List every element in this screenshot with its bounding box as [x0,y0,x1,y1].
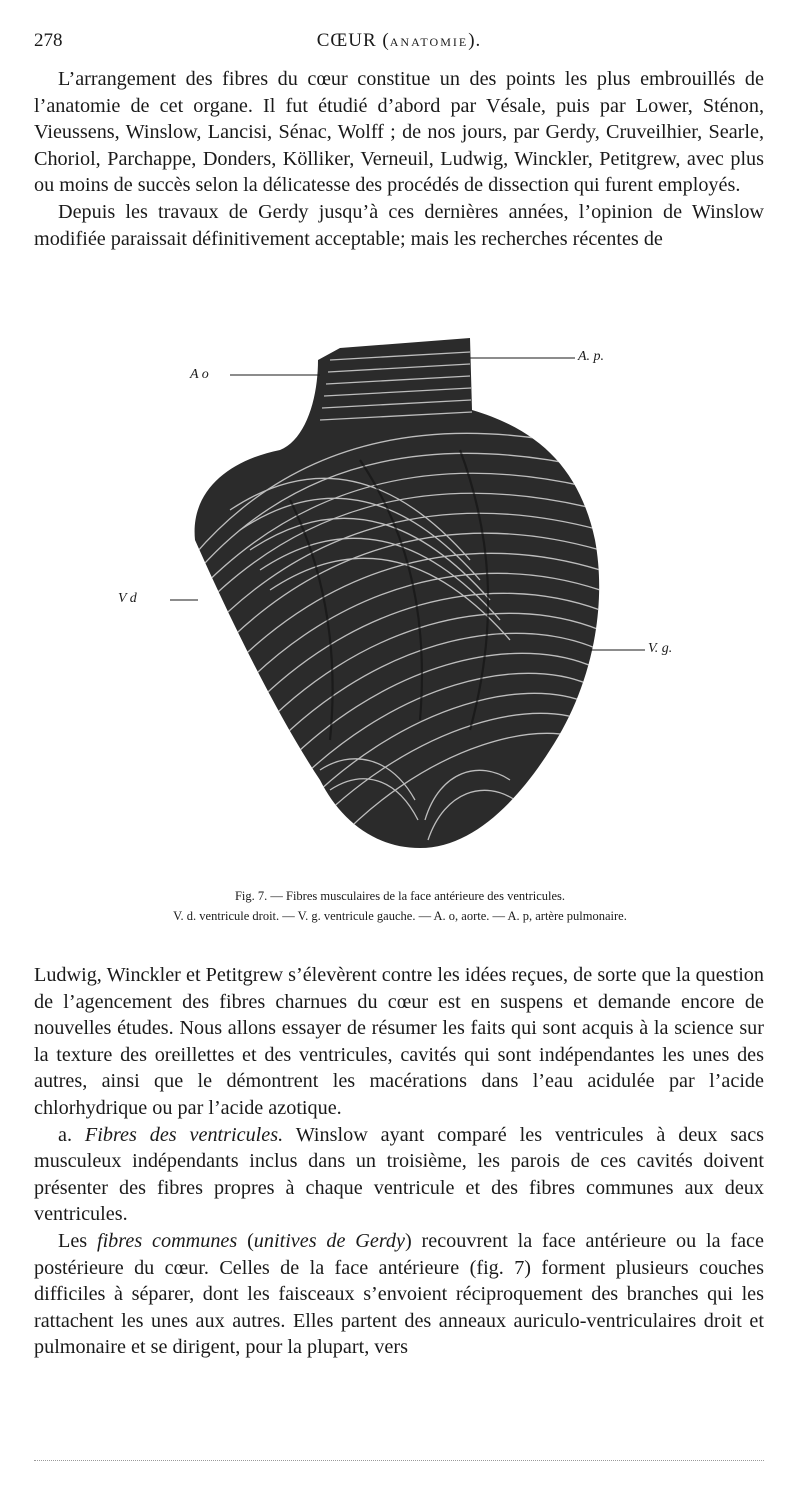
caption-line-2: V. d. ventricule droit. — V. g. ventricule gauche. — A. o, aorte. — A. p, artère pulmonaire. [173,909,627,923]
paragraph-4-heading: Fibres des ventricules. [84,1123,284,1146]
paragraph-5-body: ) recouvrent la face antérieure ou la face postérieure du cœur. Celles de la face antérieure (fig. 7) forment plusieurs couches difficiles à séparer, dont les faisceaux s’envoient réciproquement des branches qui les rattachent les unes aux autres. Elles partent des anneaux auriculo-ventriculaires droit et pulmonaire et se dirigent, pour la plupart, vers [34,1229,764,1359]
text-block-bottom [34,962,764,1361]
paragraph-5-term: fibres communes [96,1229,238,1252]
label-pulmonary-artery: A. p. [578,349,605,364]
paragraph-4-body: Winslow ayant comparé les ventricules à deux sacs musculeux indépendants inclus dans un troisième, les parois de ces cavités doivent présenter des fibres propres à chaque ventricule et des fibres communes aux deux ventricules. [34,1123,765,1226]
figure-caption [60,886,740,926]
page-header [34,30,764,58]
running-title-paren-close: ). [468,30,482,51]
paragraph-1: L’arrangement des fibres du cœur constitue un des points les plus embrouillés de l’anatomie de cet organe. Il fut étudié d’abord par Vésale, puis par Lower, Sténon, Vieussens, Winslow, Lancisi, Sénac, Wolff ; de nos jours, par Gerdy, Cruveilhier, Searle, Choriol, Parchappe, Donders, Kölliker, Verneuil, Ludwig, Winckler, Petitgrew, avec plus ou moins de succès selon la délicatesse des procédés de dissection qui furent employés. [34,68,764,197]
paragraph-5-mid: ( [237,1229,254,1252]
paragraph-5 [34,1228,764,1361]
caption-line-1: Fig. 7. — Fibres musculaires de la face antérieure des ventricules. [234,889,566,903]
paragraph-2: Depuis les travaux de Gerdy jusqu’à ces dernières années, l’opinion de Winslow modifiée paraissait définitivement acceptable; mais les recherches récentes de [34,200,764,250]
label-left-ventricle: V. g. [648,641,673,656]
running-title-main: CŒUR [316,30,377,51]
running-title-paren-open: ( [382,30,390,51]
paragraph-4 [34,1122,764,1228]
running-title-sub: ANATOMIE [389,35,469,49]
label-aorta: A o [190,367,209,382]
figure-heart-fibers [118,300,690,880]
label-right-ventricle: V d [118,591,137,606]
text-block-top [34,66,764,252]
running-title [34,30,764,52]
heart-illustration [170,300,690,880]
paragraph-4-prefix: a. [58,1123,73,1146]
footer-divider [34,1460,764,1462]
paragraph-5-start: Les [58,1229,97,1252]
paragraph-3: Ludwig, Winckler et Petitgrew s’élevèrent contre les idées reçues, de sorte que la question de l’agencement des fibres charnues du cœur est en suspens et demande encore de nouvelles études. Nous allons essayer de résumer les faits qui sont acquis à la science sur la texture des oreillettes et des ventricules, cavités qui sont indépendantes les unes des autres, ainsi que le démontrent les macérations dans l’eau acidulée par l’acide chlorhydrique ou par l’acide azotique. [34,964,764,1119]
paragraph-5-term-gerdy: unitives de Gerdy [253,1229,405,1252]
page-number: 278 [34,30,63,51]
